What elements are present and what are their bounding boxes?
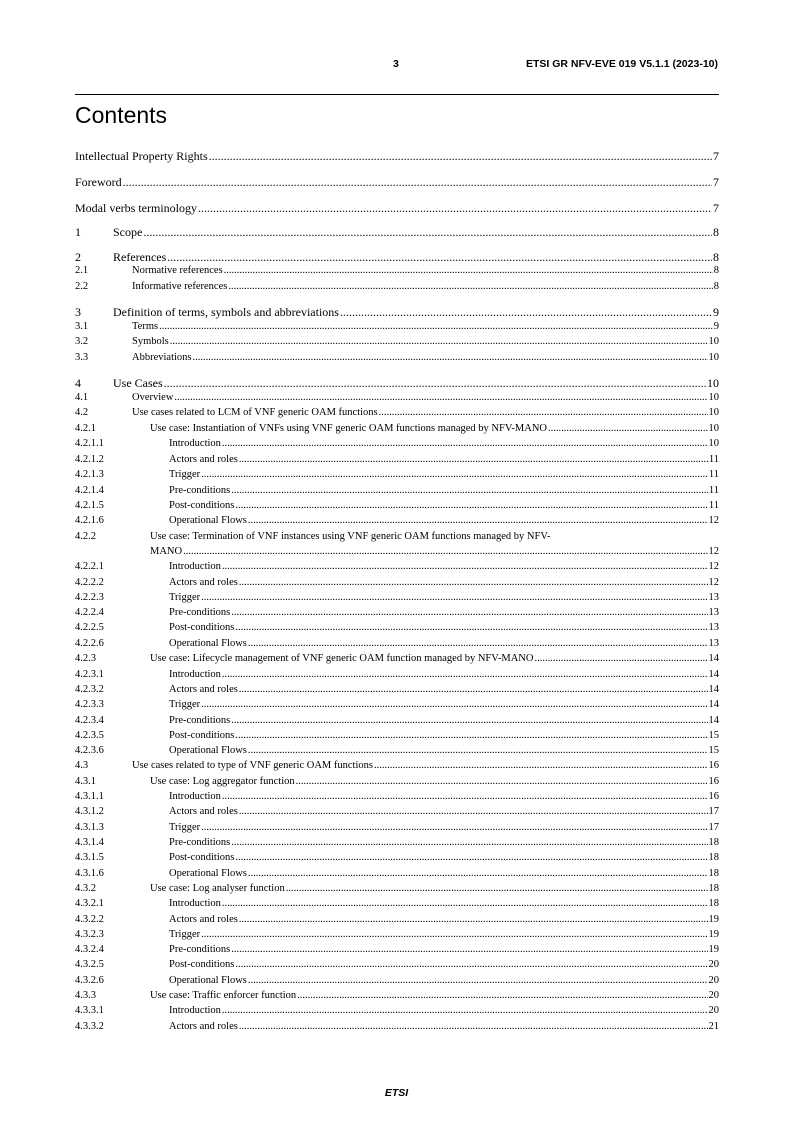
toc-entry[interactable] bbox=[75, 485, 719, 496]
toc-entry[interactable] bbox=[75, 622, 719, 633]
toc-leader-dots bbox=[209, 149, 712, 164]
footer-etsi: ETSI bbox=[384, 1087, 409, 1099]
toc-entry-title: Use case: Lifecycle management of VNF generic OAM function managed by NFV-MANO bbox=[150, 653, 534, 664]
toc-entry-number: 4.2.1 bbox=[75, 423, 96, 434]
toc-leader-dots bbox=[201, 699, 707, 710]
toc-entry-title: Operational Flows bbox=[169, 975, 247, 986]
toc-entry-title: Use case: Traffic enforcer function bbox=[150, 990, 297, 1001]
toc-entry-page: 21 bbox=[708, 1021, 719, 1032]
toc-entry-title: Pre-conditions bbox=[169, 485, 231, 496]
toc-leader-dots bbox=[231, 944, 707, 955]
toc-entry-number: 4.2.3 bbox=[75, 653, 96, 664]
toc-entry-title: Introduction bbox=[169, 791, 221, 802]
toc-entry-page: 12 bbox=[708, 561, 719, 572]
toc-leader-dots bbox=[231, 715, 707, 726]
toc-entry-page: 19 bbox=[708, 914, 719, 925]
toc-entry[interactable] bbox=[75, 806, 719, 817]
toc-entry-title: Use case: Log aggregator function bbox=[150, 776, 295, 787]
toc-entry-title: Overview bbox=[132, 392, 174, 403]
toc-entry-number: 3 bbox=[75, 305, 81, 319]
toc-entry[interactable] bbox=[75, 883, 719, 894]
toc-entry-title: Post-conditions bbox=[169, 730, 235, 741]
toc-entry-number: 4.2.3.2 bbox=[75, 684, 104, 695]
toc-entry[interactable] bbox=[75, 336, 719, 347]
toc-entry-title-continuation: MANO bbox=[150, 546, 183, 557]
toc-leader-dots bbox=[248, 745, 708, 756]
toc-entry[interactable] bbox=[75, 760, 719, 771]
toc-entry-number: 4.3.3.1 bbox=[75, 1005, 104, 1016]
toc-entry-title: Informative references bbox=[132, 281, 228, 292]
toc-entry-number: 4.2.1.6 bbox=[75, 515, 104, 526]
toc-entry[interactable] bbox=[75, 914, 719, 925]
toc-entry-number: 4.3.2.2 bbox=[75, 914, 104, 925]
toc-leader-dots bbox=[222, 669, 708, 680]
toc-leader-dots bbox=[297, 990, 707, 1001]
toc-entry-number: 3.3 bbox=[75, 352, 89, 363]
toc-entry[interactable] bbox=[75, 730, 719, 741]
toc-entry-page: 16 bbox=[708, 776, 719, 787]
toc-entry-page: 8 bbox=[713, 250, 719, 264]
toc-entry-page: 15 bbox=[708, 745, 719, 756]
toc-entry-number: 2 bbox=[75, 250, 81, 264]
toc-entry-title: Use Cases bbox=[113, 376, 163, 390]
toc-entry[interactable] bbox=[75, 607, 719, 618]
toc-entry-title: Pre-conditions bbox=[169, 607, 231, 618]
toc-entry[interactable] bbox=[75, 531, 719, 542]
toc-entry-number: 4 bbox=[75, 376, 81, 390]
toc-entry-page: 7 bbox=[713, 201, 719, 215]
toc-entry-title: Post-conditions bbox=[169, 852, 235, 863]
toc-entry-page: 8 bbox=[713, 265, 719, 276]
toc-leader-dots bbox=[374, 760, 708, 771]
toc-entry-number: 4.3.3.2 bbox=[75, 1021, 104, 1032]
toc-leader-dots bbox=[235, 500, 708, 511]
toc-entry-number: 4.3.1.5 bbox=[75, 852, 104, 863]
toc-entry-title: References bbox=[113, 250, 167, 264]
toc-leader-dots bbox=[239, 1021, 708, 1032]
toc-entry-title: Post-conditions bbox=[169, 622, 235, 633]
toc-entry[interactable] bbox=[75, 929, 719, 940]
toc-entry[interactable] bbox=[75, 561, 719, 572]
toc-entry-title: Actors and roles bbox=[169, 806, 238, 817]
toc-entry[interactable] bbox=[75, 944, 719, 955]
toc-entry-page: 10 bbox=[708, 423, 719, 434]
toc-entry-page: 19 bbox=[708, 944, 719, 955]
toc-entry-title: Scope bbox=[113, 225, 143, 239]
toc-entry-page: 7 bbox=[713, 175, 719, 189]
toc-entry[interactable] bbox=[75, 423, 719, 434]
toc-entry-page: 9 bbox=[713, 321, 719, 332]
toc-entry-page: 13 bbox=[708, 607, 719, 618]
toc-entry-number: 4.3.1.2 bbox=[75, 806, 104, 817]
toc-leader-dots bbox=[548, 423, 707, 434]
toc-entry-title: Pre-conditions bbox=[169, 944, 231, 955]
toc-entry[interactable] bbox=[75, 500, 719, 511]
toc-entry-title: Use case: Termination of VNF instances using VNF generic OAM functions managed by NFV- bbox=[150, 531, 551, 542]
toc-entry-number: 2.1 bbox=[75, 265, 89, 276]
toc-entry-title: Use cases related to type of VNF generic OAM functions bbox=[132, 760, 373, 771]
toc-leader-dots bbox=[340, 305, 712, 320]
toc-entry-page: 10 bbox=[708, 336, 719, 347]
toc-entry-title: Introduction bbox=[169, 1005, 221, 1016]
toc-leader-dots bbox=[183, 546, 707, 557]
toc-leader-dots bbox=[235, 959, 707, 970]
toc-entry-title: Introduction bbox=[169, 898, 221, 909]
toc-entry[interactable] bbox=[75, 265, 719, 276]
toc-entry-page: 10 bbox=[707, 376, 719, 390]
toc-entry-page: 18 bbox=[708, 837, 719, 848]
toc-leader-dots bbox=[222, 791, 708, 802]
toc-leader-dots bbox=[231, 607, 707, 618]
toc-leader-dots bbox=[143, 225, 712, 240]
toc-entry-title: Operational Flows bbox=[169, 515, 247, 526]
toc-entry-title: Post-conditions bbox=[169, 959, 235, 970]
toc-entry-page: 20 bbox=[708, 1005, 719, 1016]
toc-entry-number: 4.2.1.5 bbox=[75, 500, 104, 511]
toc-leader-dots bbox=[174, 392, 707, 403]
toc-entry-number: 2.2 bbox=[75, 281, 89, 292]
toc-entry-number: 4.3.1.1 bbox=[75, 791, 104, 802]
toc-entry-page: 8 bbox=[713, 225, 719, 239]
toc-leader-dots bbox=[198, 201, 712, 216]
toc-entry-title: Operational Flows bbox=[169, 745, 247, 756]
toc-entry-page: 7 bbox=[713, 149, 719, 163]
toc-entry-title: Post-conditions bbox=[169, 500, 235, 511]
toc-entry-page: 10 bbox=[708, 392, 719, 403]
toc-entry[interactable] bbox=[75, 791, 719, 802]
toc-leader-dots bbox=[159, 321, 713, 332]
toc-leader-dots bbox=[228, 281, 712, 292]
toc-entry[interactable] bbox=[75, 898, 719, 909]
toc-entry[interactable] bbox=[75, 653, 719, 664]
toc-entry-title: Trigger bbox=[169, 592, 201, 603]
toc-entry-title: Normative references bbox=[132, 265, 223, 276]
toc-entry[interactable] bbox=[75, 822, 719, 833]
toc-entry-title: Actors and roles bbox=[169, 577, 238, 588]
toc-entry-title: Introduction bbox=[169, 438, 221, 449]
toc-leader-dots bbox=[248, 868, 708, 879]
toc-entry[interactable] bbox=[75, 321, 719, 332]
toc-entry[interactable] bbox=[75, 515, 719, 526]
toc-entry-title: Trigger bbox=[169, 469, 201, 480]
toc-entry[interactable] bbox=[75, 776, 719, 787]
toc-entry[interactable] bbox=[75, 376, 719, 391]
toc-entry[interactable] bbox=[75, 592, 719, 603]
toc-entry[interactable] bbox=[75, 715, 719, 726]
toc-entry-page: 19 bbox=[708, 929, 719, 940]
toc-leader-dots bbox=[296, 776, 708, 787]
toc-entry-number: 4.2.3.6 bbox=[75, 745, 104, 756]
toc-entry-number: 3.2 bbox=[75, 336, 89, 347]
header-rule bbox=[75, 94, 719, 95]
toc-leader-dots bbox=[286, 883, 708, 894]
toc-leader-dots bbox=[231, 485, 708, 496]
toc-leader-dots bbox=[201, 929, 707, 940]
toc-entry-title: Pre-conditions bbox=[169, 715, 231, 726]
toc-entry-title: Use case: Log analyser function bbox=[150, 883, 285, 894]
toc-entry-number: 4.3.2.5 bbox=[75, 959, 104, 970]
toc-leader-dots bbox=[167, 250, 712, 265]
toc-entry-number: 4.2.2.1 bbox=[75, 561, 104, 572]
toc-entry-page: 17 bbox=[708, 822, 719, 833]
toc-leader-dots bbox=[239, 914, 708, 925]
toc-entry-page: 11 bbox=[708, 485, 719, 496]
toc-entry-number: 4.3.2 bbox=[75, 883, 96, 894]
toc-entry-page: 14 bbox=[708, 699, 719, 710]
toc-entry[interactable] bbox=[75, 852, 719, 863]
toc-entry-page: 14 bbox=[708, 653, 719, 664]
toc-leader-dots bbox=[239, 806, 708, 817]
toc-entry-title: Actors and roles bbox=[169, 684, 238, 695]
toc-entry-title: Definition of terms, symbols and abbreviations bbox=[113, 305, 339, 319]
toc-entry-title: Introduction bbox=[169, 561, 221, 572]
toc-leader-dots bbox=[239, 454, 708, 465]
toc-leader-dots bbox=[193, 352, 708, 363]
toc-entry[interactable] bbox=[75, 407, 719, 418]
toc-entry-page: 12 bbox=[708, 515, 719, 526]
toc-entry-page: 10 bbox=[708, 407, 719, 418]
toc-entry-title: Trigger bbox=[169, 699, 201, 710]
toc-entry-title: Modal verbs terminology bbox=[75, 201, 197, 215]
toc-entry-page: 13 bbox=[708, 638, 719, 649]
toc-entry[interactable] bbox=[75, 281, 719, 292]
toc-entry-page: 8 bbox=[713, 281, 719, 292]
toc-entry-number: 4.3.1.6 bbox=[75, 868, 104, 879]
toc-leader-dots bbox=[231, 837, 707, 848]
toc-entry-page: 11 bbox=[708, 469, 719, 480]
toc-leader-dots bbox=[235, 852, 707, 863]
toc-entry-page: 16 bbox=[708, 791, 719, 802]
document-id: ETSI GR NFV-EVE 019 V5.1.1 (2023-10) bbox=[525, 58, 718, 70]
toc-entry-number: 4.2.3.5 bbox=[75, 730, 104, 741]
toc-entry-page: 11 bbox=[708, 454, 719, 465]
toc-entry-number: 4.2 bbox=[75, 407, 89, 418]
toc-leader-dots bbox=[239, 684, 708, 695]
toc-entry-number: 4.3.2.6 bbox=[75, 975, 104, 986]
toc-entry-number: 4.2.3.3 bbox=[75, 699, 104, 710]
toc-entry-number: 4.3.2.3 bbox=[75, 929, 104, 940]
toc-entry-page: 13 bbox=[708, 592, 719, 603]
toc-entry-number: 3.1 bbox=[75, 321, 89, 332]
toc-entry[interactable] bbox=[75, 699, 719, 710]
toc-entry[interactable] bbox=[75, 669, 719, 680]
toc-entry[interactable] bbox=[75, 1005, 719, 1016]
toc-entry-number: 4.2.1.4 bbox=[75, 485, 104, 496]
toc-leader-dots bbox=[164, 376, 706, 391]
toc-entry-continuation[interactable] bbox=[150, 546, 719, 557]
toc-entry-title: Use case: Instantiation of VNFs using VNF generic OAM functions managed by NFV-MANO bbox=[150, 423, 548, 434]
toc-entry-number: 4.2.2.6 bbox=[75, 638, 104, 649]
toc-entry[interactable] bbox=[75, 392, 719, 403]
toc-entry-number: 4.2.1.1 bbox=[75, 438, 104, 449]
toc-entry[interactable] bbox=[75, 837, 719, 848]
toc-entry-title: Operational Flows bbox=[169, 868, 247, 879]
toc-leader-dots bbox=[248, 975, 708, 986]
toc-entry[interactable] bbox=[75, 201, 719, 216]
toc-entry-number: 4.3.1 bbox=[75, 776, 96, 787]
toc-entry[interactable] bbox=[75, 868, 719, 879]
toc-entry-title: Trigger bbox=[169, 929, 201, 940]
toc-entry[interactable] bbox=[75, 1021, 719, 1032]
toc-entry-title: Intellectual Property Rights bbox=[75, 149, 208, 163]
toc-entry-page: 9 bbox=[713, 305, 719, 319]
toc-leader-dots bbox=[235, 730, 707, 741]
toc-entry-number: 4.3.1.3 bbox=[75, 822, 104, 833]
toc-entry[interactable] bbox=[75, 454, 719, 465]
page-title: Contents bbox=[75, 102, 168, 128]
toc-entry[interactable] bbox=[75, 990, 719, 1001]
toc-entry-page: 18 bbox=[708, 852, 719, 863]
toc-entry[interactable] bbox=[75, 577, 719, 588]
toc-entry-number: 4.2.3.4 bbox=[75, 715, 104, 726]
toc-leader-dots bbox=[235, 622, 707, 633]
toc-entry[interactable] bbox=[75, 175, 719, 190]
toc-entry-title: Trigger bbox=[169, 822, 201, 833]
toc-entry-title: Abbreviations bbox=[132, 352, 192, 363]
toc-entry-title: Actors and roles bbox=[169, 914, 238, 925]
toc-entry-page: 10 bbox=[708, 352, 719, 363]
toc-entry[interactable] bbox=[75, 638, 719, 649]
toc-entry-page: 17 bbox=[708, 806, 719, 817]
toc-entry[interactable] bbox=[75, 469, 719, 480]
toc-entry-title: Operational Flows bbox=[169, 638, 247, 649]
toc-entry-number: 4.1 bbox=[75, 392, 89, 403]
toc-entry[interactable] bbox=[75, 745, 719, 756]
toc-entry-page: 12 bbox=[708, 577, 719, 588]
toc-entry-number: 4.3.1.4 bbox=[75, 837, 104, 848]
toc-entry-number: 4.3 bbox=[75, 760, 89, 771]
toc-entry[interactable] bbox=[75, 305, 719, 320]
toc-entry[interactable] bbox=[75, 438, 719, 449]
toc-entry-number: 4.2.2.2 bbox=[75, 577, 104, 588]
toc-entry-number: 4.2.3.1 bbox=[75, 669, 104, 680]
toc-entry-page: 20 bbox=[708, 975, 719, 986]
toc-leader-dots bbox=[224, 265, 713, 276]
toc-leader-dots bbox=[222, 561, 708, 572]
toc-entry-page: 13 bbox=[708, 622, 719, 633]
toc-entry-title: Symbols bbox=[132, 336, 169, 347]
toc-leader-dots bbox=[248, 515, 708, 526]
toc-leader-dots bbox=[201, 592, 707, 603]
toc-entry-page: 11 bbox=[708, 500, 719, 511]
toc-entry-page: 20 bbox=[708, 959, 719, 970]
toc-entry-number: 4.3.3 bbox=[75, 990, 96, 1001]
toc-entry-page: 18 bbox=[708, 898, 719, 909]
toc-entry-title: Actors and roles bbox=[169, 1021, 238, 1032]
toc-leader-dots bbox=[534, 653, 707, 664]
toc-entry[interactable] bbox=[75, 149, 719, 164]
toc-entry-number: 4.2.2.3 bbox=[75, 592, 104, 603]
page-number: 3 bbox=[393, 58, 399, 70]
toc-entry-page: 14 bbox=[708, 715, 719, 726]
toc-leader-dots bbox=[239, 577, 708, 588]
toc-entry-number: 4.2.1.3 bbox=[75, 469, 104, 480]
toc-entry[interactable] bbox=[75, 975, 719, 986]
toc-entry-page: 16 bbox=[708, 760, 719, 771]
toc-entry-title: Actors and roles bbox=[169, 454, 238, 465]
toc-entry-page: 15 bbox=[708, 730, 719, 741]
toc-entry-page: 18 bbox=[708, 868, 719, 879]
toc-entry-page: 12 bbox=[708, 546, 719, 557]
toc-leader-dots bbox=[170, 336, 708, 347]
toc-entry-number: 4.2.2 bbox=[75, 531, 96, 542]
toc-entry-number: 4.2.1.2 bbox=[75, 454, 104, 465]
toc-entry-title: Foreword bbox=[75, 175, 122, 189]
toc-entry-number: 4.3.2.4 bbox=[75, 944, 104, 955]
toc-entry-page: 10 bbox=[708, 438, 719, 449]
toc-entry[interactable] bbox=[75, 225, 719, 240]
toc-leader-dots bbox=[222, 898, 708, 909]
toc-entry[interactable] bbox=[75, 684, 719, 695]
toc-entry-page: 14 bbox=[708, 684, 719, 695]
toc-entry-number: 4.3.2.1 bbox=[75, 898, 104, 909]
toc-entry-number: 4.2.2.5 bbox=[75, 622, 104, 633]
toc-entry-title: Use cases related to LCM of VNF generic OAM functions bbox=[132, 407, 378, 418]
toc-leader-dots bbox=[222, 438, 708, 449]
toc-entry-number: 1 bbox=[75, 225, 81, 239]
toc-entry-page: 14 bbox=[708, 669, 719, 680]
toc-leader-dots bbox=[379, 407, 708, 418]
toc-leader-dots bbox=[201, 469, 708, 480]
toc-entry-title: Pre-conditions bbox=[169, 837, 231, 848]
toc-leader-dots bbox=[248, 638, 708, 649]
toc-leader-dots bbox=[222, 1005, 708, 1016]
toc-entry-title: Introduction bbox=[169, 669, 221, 680]
toc-entry[interactable] bbox=[75, 352, 719, 363]
toc-entry[interactable] bbox=[75, 959, 719, 970]
toc-entry-page: 18 bbox=[708, 883, 719, 894]
toc-entry[interactable] bbox=[75, 250, 719, 265]
toc-leader-dots bbox=[201, 822, 707, 833]
toc-entry-title: Terms bbox=[132, 321, 159, 332]
toc-leader-dots bbox=[123, 175, 712, 190]
toc-entry-number: 4.2.2.4 bbox=[75, 607, 104, 618]
toc-entry-page: 20 bbox=[708, 990, 719, 1001]
